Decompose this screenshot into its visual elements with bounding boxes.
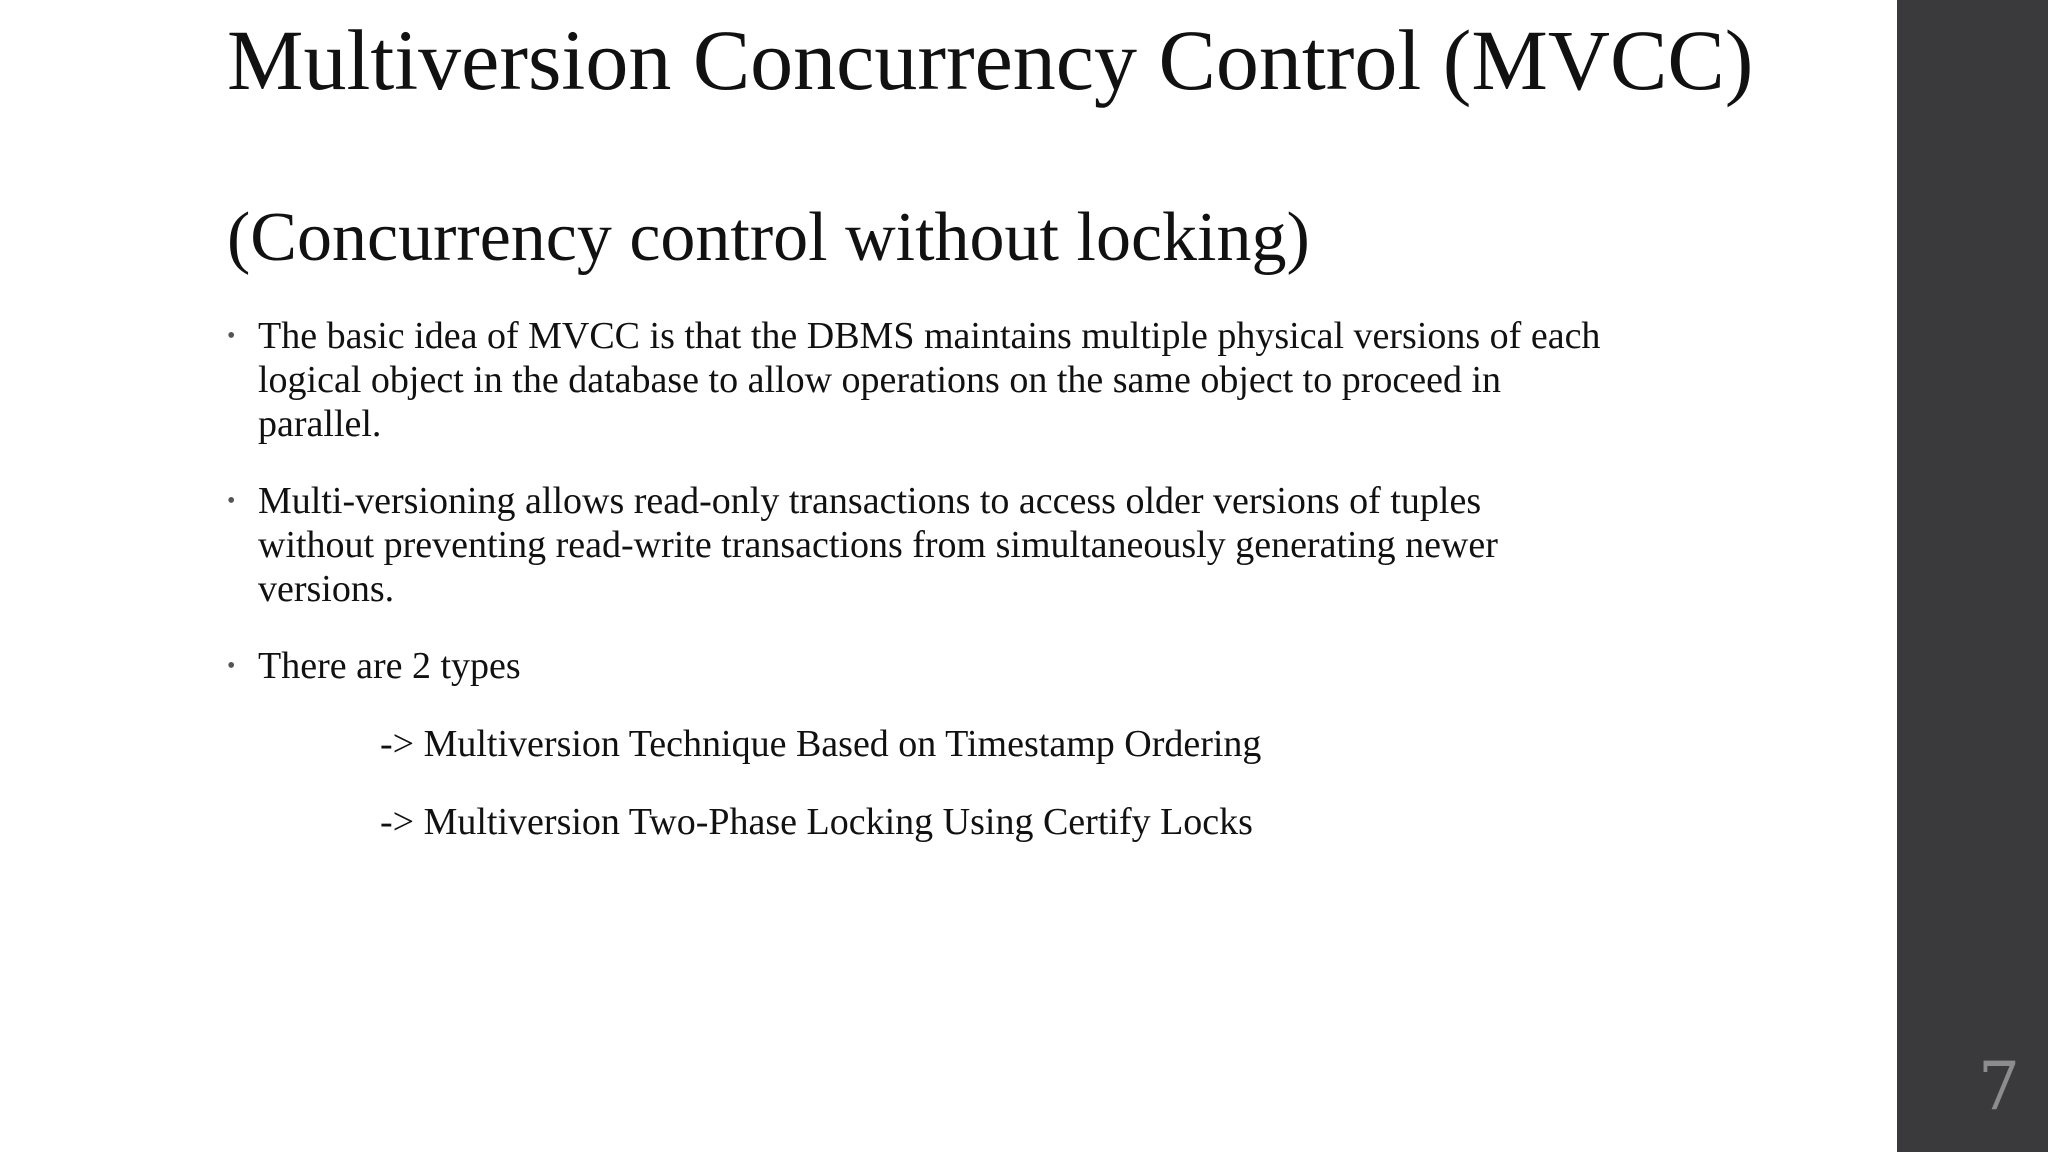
types-list: [380, 722, 1680, 878]
bullet-list: [222, 314, 1602, 721]
type-item: -> Multiversion Technique Based on Timestamp Ordering: [380, 723, 1262, 765]
sidebar-bar: [1897, 0, 2048, 1152]
bullet-marker: •: [227, 488, 236, 514]
slide-number: 7: [1978, 1048, 2020, 1125]
bullet-text: There are 2 types: [258, 645, 521, 687]
bullet-item: [222, 644, 1602, 688]
bullet-text: The basic idea of MVCC is that the DBMS maintains multiple physical versions of each logical object in the database to allow operations on the same object to proceed in parallel.: [258, 315, 1601, 445]
bullet-item: [222, 479, 1602, 611]
slide-title: Multiversion Concurrency Control (MVCC): [227, 12, 1754, 108]
bullet-marker: •: [227, 323, 236, 349]
bullet-marker: •: [227, 653, 236, 679]
bullet-text: Multi-versioning allows read-only transactions to access older versions of tuples without preventing read-write transactions from simultaneously generating newer versions.: [258, 480, 1498, 610]
type-item: -> Multiversion Two-Phase Locking Using Certify Locks: [380, 801, 1253, 843]
slide-subtitle: (Concurrency control without locking): [227, 199, 1310, 276]
bullet-item: [222, 314, 1602, 446]
